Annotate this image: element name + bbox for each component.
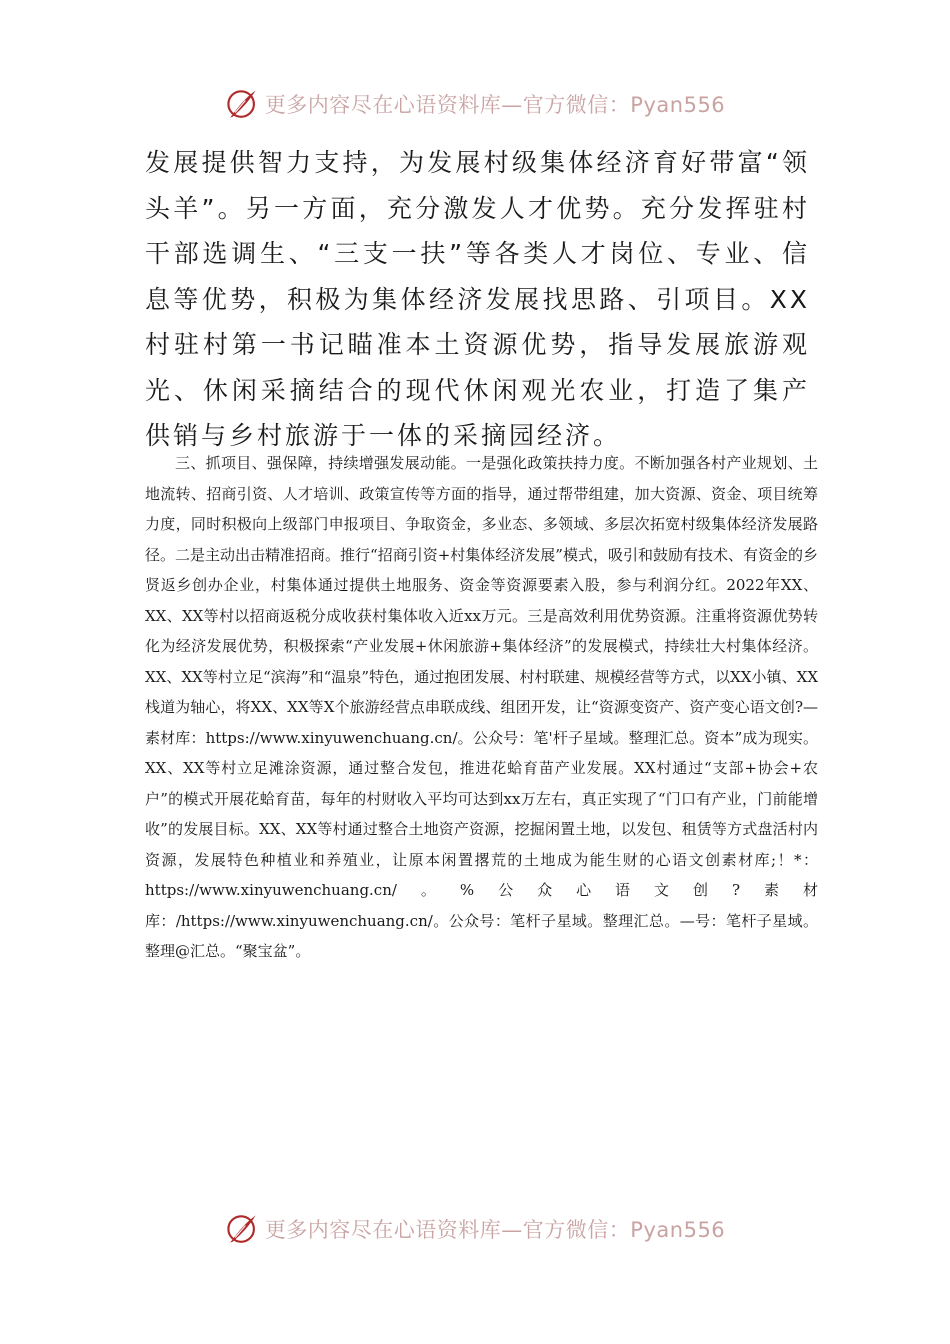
quill-pen-logo-icon — [225, 87, 259, 121]
footer-banner — [0, 1209, 950, 1249]
header-banner-text: 更多内容尽在心语资料库—官方微信：Pyan556 — [264, 93, 726, 117]
body-paragraph-small: 三、抓项目、强保障，持续增强发展动能。一是强化政策扶持力度。不断加强各村产业规划、土地流转、招商引资、人才培训、政策宣传等方面的指导，通过帮带组建，加大资源、资金、项目统筹力度，同时积极向上级部门申报项目、争取资金，多业态、多领域、多层次拓宽村级集体经济发展路径。二是主动出击精准招商。推行“招商引资+村集体经济发展”模式，吸引和鼓励有技术、有资金的乡贤返乡创办企业，村集体通过提供土地服务、资金等资源要素入股，参与利润分红。2022年XX、XX、XX等村以招商返税分成收获村集体收入近xx万元。三是高效利用优势资源。注重将资源优势转化为经济发展优势，积极探索“产业发展+休闲旅游+集体经济”的发展模式，持续壮大村集体经济。XX、XX等村立足“滨海”和“温泉”特色，通过抱团发展、村村联建、规模经营等方式，以XX小镇、XX栈道为轴心，将XX、XX等X个旅游经营点串联成线、组团开发，让“资源变资产、资产变心语文创?—素材库：https://www.xinyuwenchuang.cn/。公众号：笔'杆子星域。整理汇总。资本”成为现实。XX、XX等村立足滩涂资源，通过整合发包，推进花蛤育苗产业发展。XX村通过“支部+协会+农户”的模式开展花蛤育苗，每年的村财收入平均可达到xx万左右，真正实现了“门口有产业，门前能增收”的发展目标。XX、XX等村通过整合土地资产资源，挖掘闲置土地，以发包、租赁等方式盘活村内资源，发展特色种植业和养殖业，让原本闲置撂荒的土地成为能生财的心语文创素材库;！*：https://www.xinyuwenchuang.cn/。%公众心语文创?素材库：/https://www.xinyuwenchuang.cn/。公众号：笔杆子星域。整理汇总。—号：笔杆子星域。整理@汇总。“聚宝盆”。 — [145, 454, 818, 960]
body-paragraph-large: 发展提供智力支持，为发展村级集体经济育好带富“领头羊”。另一方面，充分激发人才优势。充分发挥驻村干部选调生、“三支一扶”等各类人才岗位、专业、信息等优势，积极为集体经济发展找思路、引项目。XX村驻村第一书记瞄准本土资源优势，指导发展旅游观光、休闲采摘结合的现代休闲观光农业，打造了集产供销与乡村旅游于一体的采摘园经济。 — [145, 148, 810, 450]
footer-banner-text: 更多内容尽在心语资料库—官方微信：Pyan556 — [264, 1218, 726, 1242]
quill-pen-logo-icon — [225, 1212, 259, 1246]
header-banner — [0, 84, 950, 124]
